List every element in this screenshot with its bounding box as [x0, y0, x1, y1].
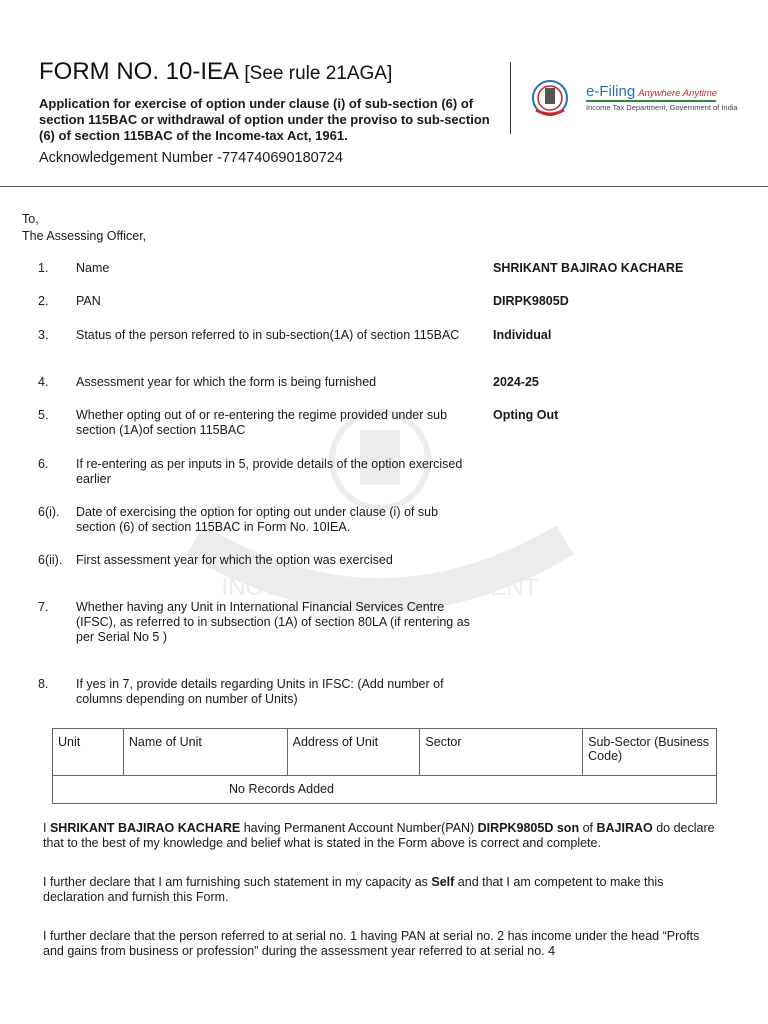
column-header-sub-sector: Sub-Sector (Business Code)	[583, 729, 717, 776]
item-label-first-assessment-year: First assessment year for which the option was exercised	[76, 553, 393, 567]
header-divider	[0, 186, 768, 187]
declarant-name: SHRIKANT BAJIRAO KACHARE	[49, 821, 241, 835]
no-records-message: No Records Added	[53, 776, 717, 804]
column-header-sector: Sector	[420, 729, 583, 776]
acknowledgement-number: Acknowledgement Number -774740690180724	[39, 150, 343, 166]
item-label-ifsc-unit: Whether having any Unit in International Financial Services Centre (IFSC), as referred to in subsection (1A) of section 80LA (if rentering as per Serial No 5 )	[76, 600, 470, 644]
declaration-capacity: I further declare that I am furnishing such statement in my capacity as Self and that I am competent to make this declaration and furnish this Form.	[43, 875, 664, 904]
item-value-status: Individual	[493, 328, 552, 342]
header-vertical-divider	[510, 62, 511, 134]
item-label-status: Status of the person referred to in sub-section(1A) of section 115BAC	[76, 328, 460, 342]
item-number: 3.	[38, 328, 49, 342]
item-number: 4.	[38, 375, 49, 389]
address-officer: The Assessing Officer,	[22, 229, 147, 243]
item-number: 6(ii).	[38, 553, 63, 567]
declarant-father-name: BAJIRAO	[596, 821, 653, 835]
item-number: 1.	[38, 261, 49, 275]
form-number: FORM NO. 10-IEA	[39, 58, 238, 85]
efiling-brand: e-Filing	[586, 83, 636, 100]
item-label-assessment-year: Assessment year for which the form is being furnished	[76, 375, 377, 389]
logo-underline	[586, 100, 716, 102]
watermark-text: INCOME TAX DEPARTMENT	[221, 574, 539, 601]
item-number: 7.	[38, 600, 49, 614]
item-label-reentering-details: If re-entering as per inputs in 5, provide details of the option exercised earlier	[76, 457, 463, 486]
table-row	[53, 776, 717, 804]
item-number: 5.	[38, 408, 49, 422]
efiling-tagline: Anywhere Anytime	[638, 88, 718, 99]
item-value-regime-option: Opting Out	[493, 408, 559, 422]
item-label-name: Name	[76, 261, 110, 275]
item-label-opt-out-date: Date of exercising the option for opting out under clause (i) of sub section (6) of section 115BAC in Form No. 10IEA.	[76, 505, 439, 534]
item-label-regime-option: Whether opting out of or re-entering the regime provided under sub section (1A)of section 115BAC	[76, 408, 448, 437]
declarant-relation: son	[556, 821, 580, 835]
column-header-unit: Unit	[53, 729, 124, 776]
item-label-ifsc-details: If yes in 7, provide details regarding Units in IFSC: (Add number of columns depending on number of Units)	[76, 677, 444, 706]
department-name: Income Tax Department, Government of India	[586, 103, 738, 112]
column-header-name-of-unit: Name of Unit	[123, 729, 287, 776]
item-value-name: SHRIKANT BAJIRAO KACHARE	[493, 261, 684, 275]
item-number: 2.	[38, 294, 49, 308]
item-number: 8.	[38, 677, 49, 691]
declarant-capacity: Self	[431, 875, 455, 889]
form-rule: [See rule 21AGA]	[244, 63, 393, 84]
item-label-pan: PAN	[76, 294, 101, 308]
form-title	[39, 58, 392, 86]
item-number: 6.	[38, 457, 49, 471]
declaration-income-head: I further declare that the person referred to at serial no. 1 having PAN at serial no. 2 has income under the head “Profts and gains from business or profession” during the assessment year referred to at serial no. 4	[43, 929, 700, 958]
declaration-identity: I SHRIKANT BAJIRAO KACHARE having Permanent Account Number(PAN) DIRPK9805D son of BAJIRAO do declare that to the best of my knowledge and belief what is stated in the Form above is correct and complete.	[43, 821, 715, 850]
ifsc-units-table	[52, 728, 717, 804]
emblem-logo-icon	[528, 78, 582, 118]
declarant-pan: DIRPK9805D	[477, 821, 554, 835]
form-subtitle: Application for exercise of option under clause (i) of sub-section (6) of section 115BAC or withdrawal of option under the proviso to sub-section (6) of section 115BAC of the Income-tax Act, 1961.	[39, 96, 490, 143]
table-header-row	[53, 729, 717, 776]
item-number: 6(i).	[38, 505, 60, 519]
item-value-assessment-year: 2024-25	[493, 375, 539, 389]
address-to: To,	[22, 212, 39, 226]
column-header-address-of-unit: Address of Unit	[287, 729, 420, 776]
efiling-logo	[586, 83, 717, 100]
item-value-pan: DIRPK9805D	[493, 294, 569, 308]
